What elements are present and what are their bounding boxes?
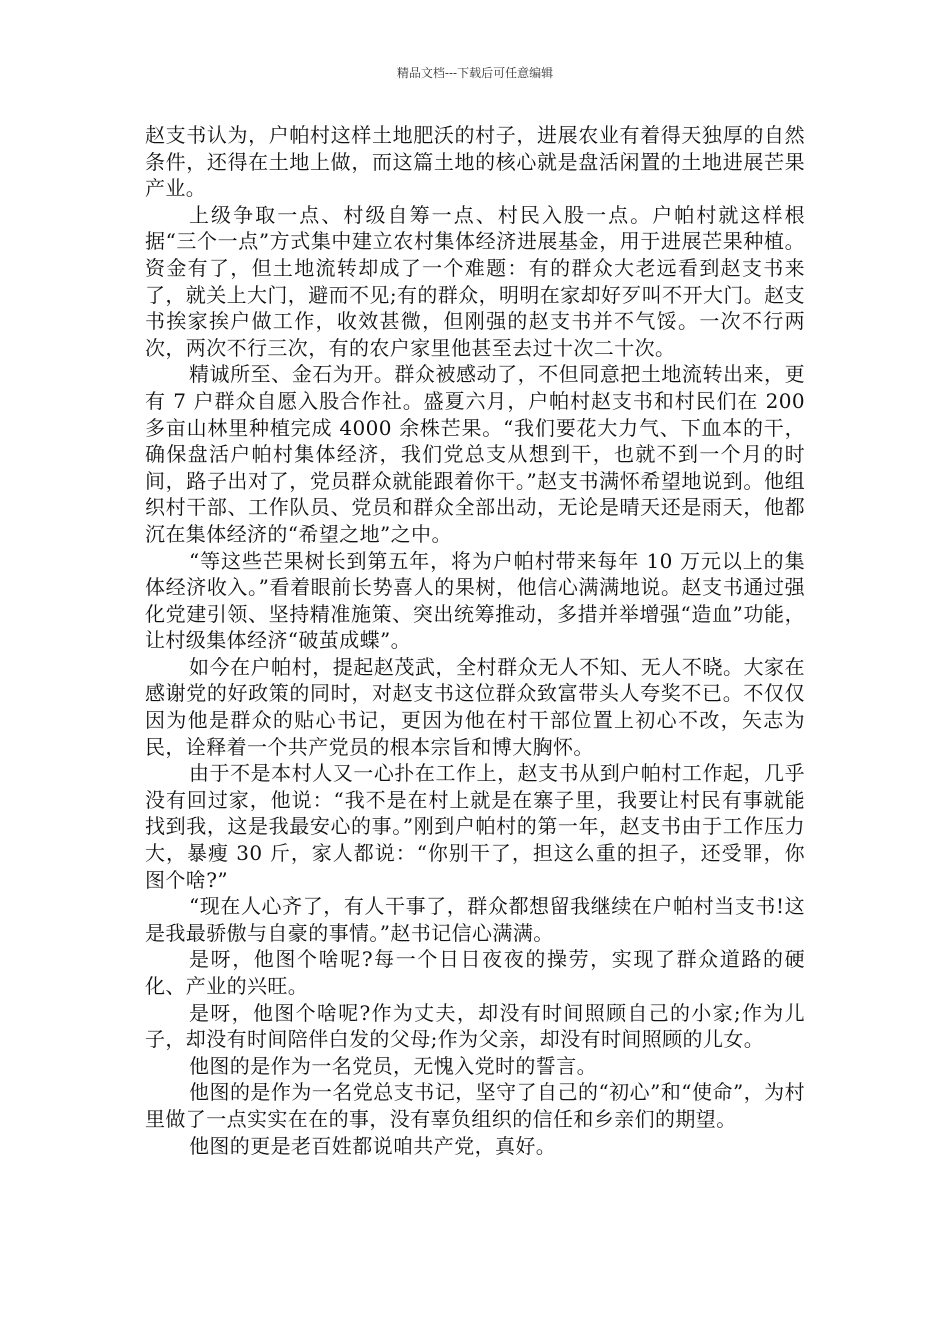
article-body <box>145 122 805 1159</box>
paragraph: “现在人心齐了，有人干事了，群众都想留我继续在户帕村当支书!这是我最骄傲与自豪的事情。”赵书记信心满满。 <box>145 894 805 945</box>
page-header: 精品文档---下载后可任意编辑 <box>396 66 554 80</box>
paragraph: 由于不是本村人又一心扑在工作上，赵支书从到户帕村工作起，几乎没有回过家，他说：“我不是在村上就是在寨子里，我要让村民有事就能找到我，这是我最安心的事。”刚到户帕村的第一年，赵支书由于工作压力大，暴瘦 30 斤，家人都说：“你别干了，担这么重的担子，还受罪，你图个啥?” <box>145 761 805 892</box>
paragraph: 他图的是作为一名党员，无愧入党时的誓言。 <box>189 1053 597 1078</box>
paragraph: 精诚所至、金石为开。群众被感动了，不但同意把土地流转出来，更有 7 户群众自愿入股合作社。盛夏六月，户帕村赵支书和村民们在 200 多亩山林里种植完成 4000 余株芒果。“我们要花大力气、下血本的干，确保盘活户帕村集体经济，我们党总支从想到干，也就不到一个月的时间，路子出对了，党员群众就能跟着你干。”赵支书满怀希望地说到。他组织村干部、工作队员、党员和群众全部出动，无论是晴天还是雨天，他都沉在集体经济的“希望之地”之中。 <box>145 362 805 546</box>
paragraph: 上级争取一点、村级自筹一点、村民入股一点。户帕村就这样根据“三个一点”方式集中建立农村集体经济进展基金，用于进展芒果种植。资金有了，但土地流转却成了一个难题：有的群众大老远看到赵支书来了，就关上大门，避而不见;有的群众，明明在家却好歹叫不开大门。赵支书挨家挨户做工作，收效甚微，但刚强的赵支书并不气馁。一次不行两次，两次不行三次，有的农户家里他甚至去过十次二十次。 <box>145 202 805 360</box>
paragraph: 他图的更是老百姓都说咱共产党，真好。 <box>189 1133 557 1158</box>
paragraph: 如今在户帕村，提起赵茂武，全村群众无人不知、无人不晓。大家在感谢党的好政策的同时，对赵支书这位群众致富带头人夸奖不已。不仅仅因为他是群众的贴心书记，更因为他在村干部位置上初心不改，矢志为民，诠释着一个共产党员的根本宗旨和博大胸怀。 <box>145 654 805 759</box>
paragraph: “等这些芒果树长到第五年，将为户帕村带来每年 10 万元以上的集体经济收入。”看着眼前长势喜人的果树，他信心满满地说。赵支书通过强化党建引领、坚持精准施策、突出统筹推动，多措并举增强“造血”功能，让村级集体经济“破茧成蝶”。 <box>145 548 805 653</box>
paragraph: 是呀，他图个啥呢?作为丈夫，却没有时间照顾自己的小家;作为儿子，却没有时间陪伴白发的父母;作为父亲，却没有时间照顾的儿女。 <box>145 1000 805 1052</box>
paragraph: 他图的是作为一名党总支书记，坚守了自己的“初心”和“使命”，为村里做了一点实实在在的事，没有辜负组织的信任和乡亲们的期望。 <box>145 1080 805 1131</box>
paragraph: 是呀，他图个啥呢?每一个日日夜夜的操劳，实现了群众道路的硬化、产业的兴旺。 <box>145 947 805 998</box>
paragraph: 赵支书认为，户帕村这样土地肥沃的村子，进展农业有着得天独厚的自然条件，还得在土地上做，而这篇土地的核心就是盘活闲置的土地进展芒果产业。 <box>145 123 805 201</box>
